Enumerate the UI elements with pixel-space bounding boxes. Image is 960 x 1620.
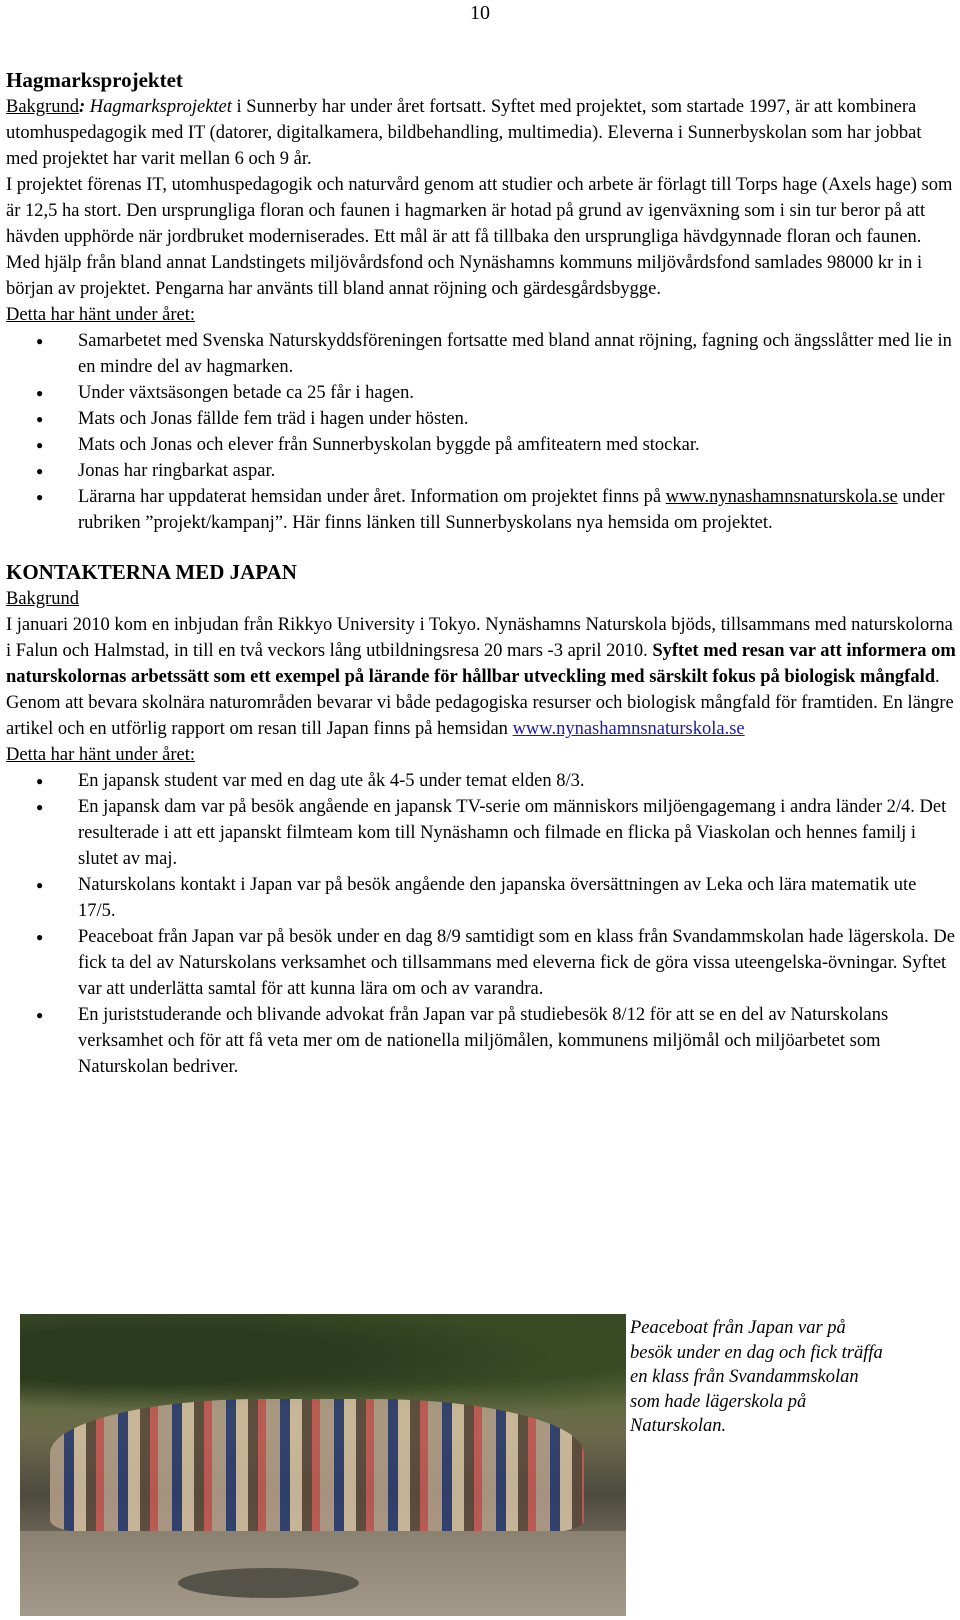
- japan-happened-label: Detta har hänt under året:: [6, 745, 196, 765]
- japan-paragraph: [6, 612, 956, 742]
- japan-background-label: Bakgrund: [6, 589, 79, 609]
- photo-fire-pit: [178, 1568, 360, 1598]
- hagmark-intro: [6, 94, 956, 172]
- japan-bullet-list: [6, 768, 956, 1080]
- hagmark-section: [6, 66, 956, 536]
- paragraph-text: . Genom att bevara skolnära naturområden bevarar vi både pedagogiska resurser och biologisk mångfald för framtiden. En längre artikel och en utförlig rapport om resan till Japan finns på hemsidan: [6, 667, 954, 739]
- group-photo: [20, 1314, 626, 1616]
- list-item: ● En juriststuderande och blivande advokat från Japan var på studiebesök 8/12 för att se en del av Naturskolans verksamhet och för att få veta mer om de nationella miljömålen, kommunens miljömål och miljöarbetet som Naturskolan bedriver.: [6, 1002, 956, 1080]
- hagmark-title: Hagmarksprojektet: [6, 68, 183, 92]
- list-item: ● Samarbetet med Svenska Naturskyddsföreningen fortsatte med bland annat röjning, fagning och ängsslåtter med lie in en mindre del av hagmarken.: [6, 328, 956, 380]
- list-item: ● Peaceboat från Japan var på besök under en dag 8/9 samtidigt som en klass från Svandammskolan hade lägerskola. De fick ta del av Naturskolans verksamhet och tillsammans med eleverna fick de göra vissa uteengelska-övningar. Syftet var att underlätta samtal för att kunna lära om och av varandra.: [6, 924, 956, 1002]
- purpose-text: Syftet med resan var att informera om naturskolornas arbetssätt som ett exempel på lärande för hållbar utveckling med särskilt fokus på biologisk mångfald: [6, 641, 956, 687]
- bullet-text: under rubriken ”projekt/kampanj”. Här finns länken till Sunnerbyskolans nya hemsida om projektet.: [78, 487, 945, 533]
- list-item: ● Naturskolans kontakt i Japan var på besök angående den japanska översättningen av Leka och lära matematik ute 17/5.: [6, 872, 956, 924]
- list-item: ● Under växtsäsongen betade ca 25 får i hagen.: [6, 380, 956, 406]
- japan-title: KONTAKTERNA MED JAPAN: [6, 560, 297, 584]
- list-item: ● Mats och Jonas fällde fem träd i hagen under hösten.: [6, 406, 956, 432]
- website-link[interactable]: www.nynashamnsnaturskola.se: [665, 487, 898, 507]
- intro-text: i Sunnerby har under året fortsatt. Syftet med projektet, som startade 1997, är att kombinera utomhuspedagogik med IT (datorer, digitalkamera, bildbehandling, multimedia). Eleverna i Sunnerbyskolan som har jobbat med projektet har varit mellan 6 och 9 år.: [6, 97, 922, 169]
- paragraph-text: I januari 2010 kom en inbjudan från Rikkyo University i Tokyo. Nynäshamns Naturskola bjöds, tillsammans med naturskolorna i Falun och Halmstad, in till en två veckors lång utbildningsresa 20 mars -3 april 2010.: [6, 615, 953, 661]
- photo-crowd: [50, 1399, 583, 1535]
- list-item: [6, 484, 956, 536]
- photo-caption: Peaceboat från Japan var på besök under en dag och fick träffa en klass från Svandammskolan som hade lägerskola på Naturskolan.: [630, 1318, 883, 1436]
- website-link[interactable]: www.nynashamnsnaturskola.se: [512, 719, 745, 739]
- background-label: Bakgrund: [6, 97, 79, 117]
- bullet-text: Lärarna har uppdaterat hemsidan under året. Information om projektet finns på: [78, 487, 666, 507]
- list-item: ● En japansk student var med en dag ute åk 4-5 under temat elden 8/3.: [6, 768, 956, 794]
- project-name: Hagmarksprojektet: [89, 97, 232, 117]
- page-content: [6, 66, 956, 1080]
- intro-colon: :: [78, 97, 86, 117]
- hagmark-paragraph: I projektet förenas IT, utomhuspedagogik och naturvård genom att studier och arbete är förlagt till Torps hage (Axels hage) som är 12,5 ha stort. Den ursprungliga floran och faunen i hagmarken är hotad på grund av igenväxning som i sin tur beror på att hävden upphörde när jordbruket moderniserades. Ett mål är att få tillbaka den ursprungliga hävdgynnade floran och faunen. Med hjälp från bland annat Landstingets miljövårdsfond och Nynäshamns kommuns miljövårdsfond samlades 98000 kr in i början av projektet. Pengarna har använts till bland annat röjning och gärdesgårdsbygge.: [6, 175, 953, 299]
- page-number: 10: [470, 2, 490, 24]
- list-item: ● Jonas har ringbarkat aspar.: [6, 458, 956, 484]
- hagmark-bullet-list: [6, 328, 956, 536]
- japan-section: [6, 558, 956, 1080]
- happened-label: Detta har hänt under året:: [6, 305, 196, 325]
- list-item: ● Mats och Jonas och elever från Sunnerbyskolan byggde på amfiteatern med stockar.: [6, 432, 956, 458]
- list-item: ● En japansk dam var på besök angående en japansk TV-serie om människors miljöengagemang i andra länder 2/4. Det resulterade i att ett japanskt filmteam kom till Nynäshamn och filmade en flicka på Viaskolan och hennes familj i slutet av maj.: [6, 794, 956, 872]
